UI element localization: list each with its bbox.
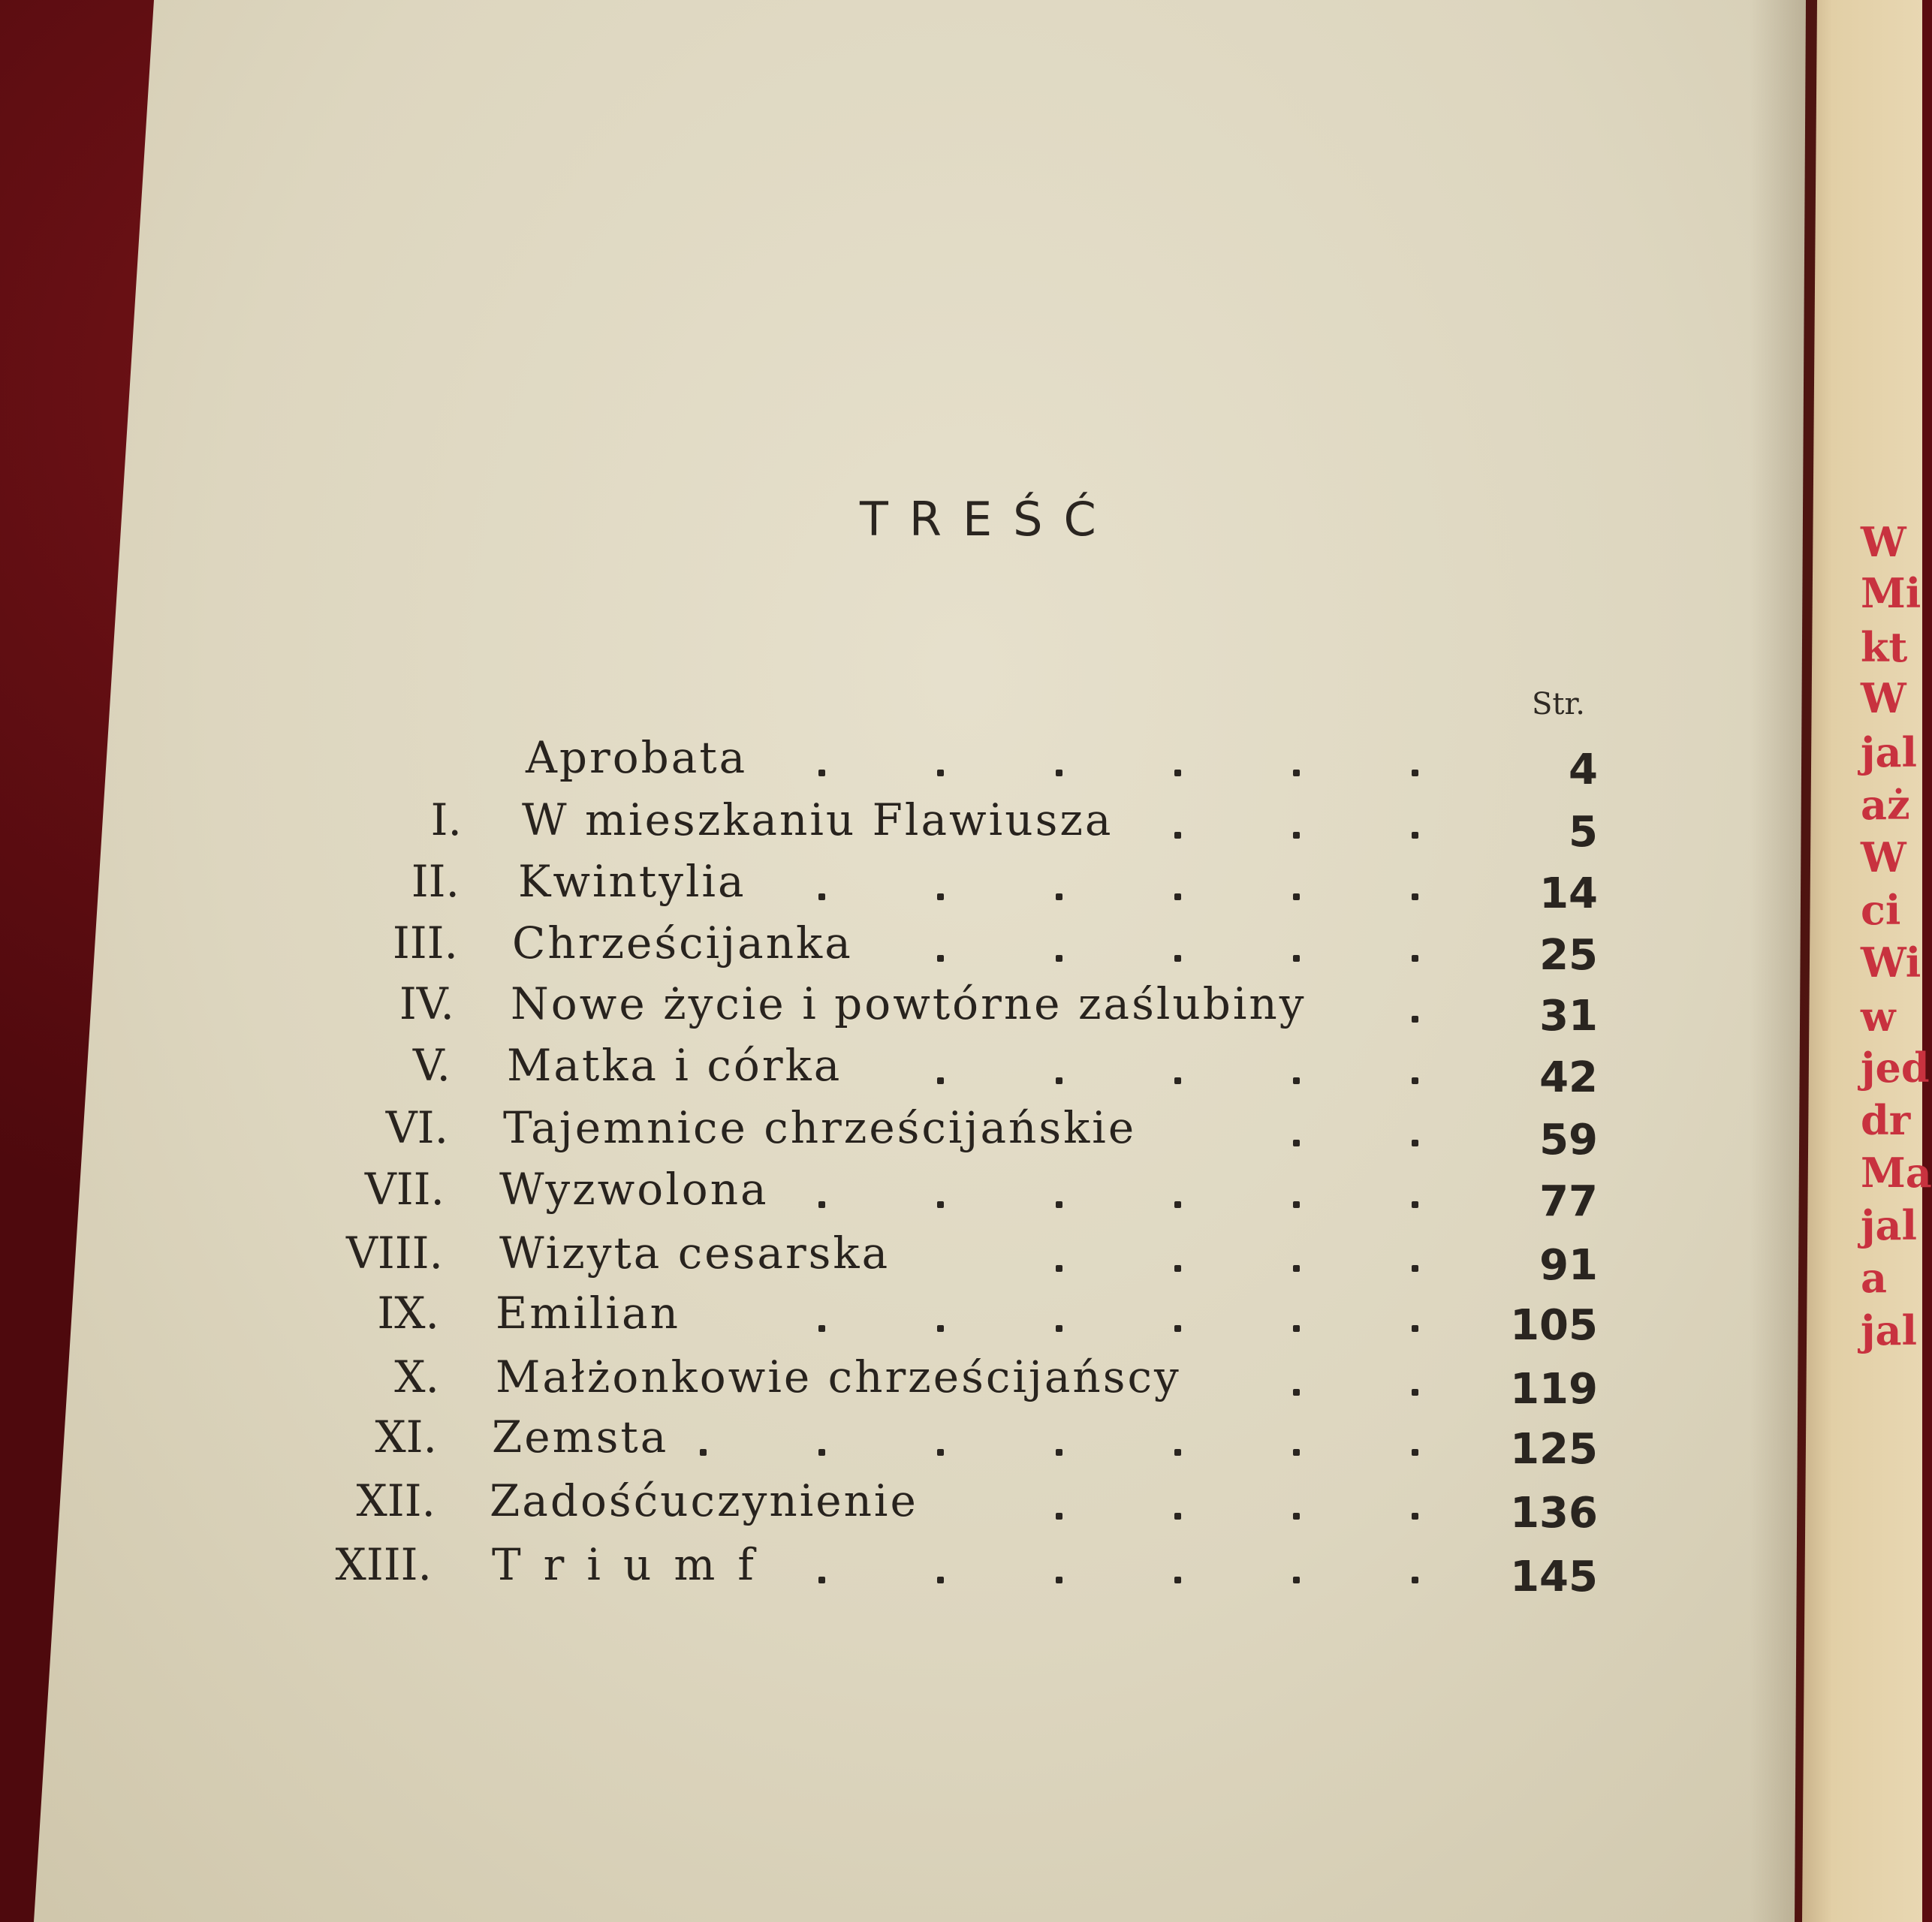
leader-dot [1293, 1513, 1300, 1520]
leader-dot [1293, 893, 1300, 900]
leader-dot [1412, 893, 1418, 900]
toc-chapter-title: Tajemnice chrześcijańskie [503, 1102, 1137, 1153]
leader-dot [937, 893, 944, 900]
leader-dot [937, 770, 944, 776]
leader-dot [1293, 1325, 1300, 1332]
leader-dot [1056, 1077, 1062, 1084]
leader-dot [818, 1449, 825, 1456]
leader-dot [1056, 955, 1062, 962]
leader-dot [1293, 1077, 1300, 1084]
leader-dot [1174, 893, 1181, 900]
leader-dot [1174, 1325, 1181, 1332]
leader-dot [1412, 1513, 1418, 1520]
right-page-red-text: W [1861, 518, 1906, 566]
right-page-red-text: a [1861, 1254, 1887, 1302]
toc-chapter-number: VIII. [345, 1228, 443, 1279]
leader-dot [1174, 1449, 1181, 1456]
toc-page-number: 59 [1539, 1116, 1598, 1164]
toc-chapter-number: II. [411, 856, 460, 907]
leader-dot [1412, 1077, 1418, 1084]
toc-page-number: 14 [1539, 869, 1598, 918]
page-title: TREŚĆ [860, 492, 1117, 547]
pages-header: Str. [1532, 687, 1585, 722]
toc-page-number: 136 [1510, 1489, 1598, 1538]
leader-dot [1056, 770, 1062, 776]
toc-page-number: 145 [1510, 1553, 1598, 1601]
leader-dot [1412, 1325, 1418, 1332]
right-page-red-text: dr [1861, 1096, 1911, 1144]
right-page-red-text: Mi [1861, 569, 1921, 617]
leader-dot [1412, 770, 1418, 776]
leader-dot [1412, 832, 1418, 839]
toc-chapter-number: IX. [377, 1288, 439, 1339]
toc-chapter-number: VII. [364, 1164, 445, 1215]
toc-chapter-number: XII. [356, 1475, 436, 1526]
toc-page-number: 77 [1539, 1177, 1598, 1226]
leader-dot [1174, 1201, 1181, 1208]
right-page-red-text: W [1861, 833, 1906, 881]
right-page-red-text: Wi [1861, 938, 1921, 987]
leader-dot [1412, 1140, 1418, 1146]
leader-dot [1412, 1577, 1418, 1583]
leader-dot [1293, 955, 1300, 962]
toc-page-number: 91 [1539, 1241, 1598, 1290]
leader-dot [818, 893, 825, 900]
leader-dot [1293, 1577, 1300, 1583]
leader-dot [1174, 770, 1181, 776]
toc-chapter-number: XIII. [335, 1539, 432, 1590]
toc-page-number: 5 [1569, 808, 1598, 857]
toc-page-number: 125 [1510, 1425, 1598, 1474]
toc-chapter-title: Matka i córka [507, 1040, 842, 1091]
toc-chapter-title: Triumf [492, 1539, 776, 1590]
right-page-red-text: jal [1861, 728, 1918, 776]
leader-dot [1056, 1325, 1062, 1332]
leader-dot [700, 1449, 707, 1456]
toc-page-number: 42 [1539, 1053, 1598, 1102]
right-page-red-text: jal [1861, 1201, 1918, 1249]
right-page-red-text: ci [1861, 886, 1901, 934]
toc-chapter-title: Nowe życie i powtórne zaślubiny [511, 978, 1307, 1029]
leader-dot [1293, 770, 1300, 776]
leader-dot [937, 1201, 944, 1208]
leader-dot [937, 1077, 944, 1084]
leader-dot [1174, 1513, 1181, 1520]
right-page-red-text: W [1861, 674, 1906, 722]
leader-dot [818, 1201, 825, 1208]
leader-dot [1412, 1016, 1418, 1023]
leader-dot [1056, 893, 1062, 900]
leader-dot [1293, 1449, 1300, 1456]
toc-page-number: 31 [1539, 992, 1598, 1041]
leader-dot [1056, 1577, 1062, 1583]
leader-dot [818, 1325, 825, 1332]
leader-dot [937, 955, 944, 962]
leader-dot [1412, 1389, 1418, 1396]
toc-chapter-title: Małżonkowie chrześcijańscy [496, 1351, 1181, 1402]
toc-chapter-title: Aprobata [526, 732, 748, 783]
toc-chapter-title: Wyzwolona [499, 1164, 769, 1215]
leader-dot [818, 770, 825, 776]
leader-dot [1174, 955, 1181, 962]
leader-dot [1412, 1201, 1418, 1208]
toc-chapter-number: XI. [375, 1411, 437, 1463]
leader-dot [937, 1325, 944, 1332]
leader-dot [1056, 1449, 1062, 1456]
leader-dot [1174, 1265, 1181, 1272]
leader-dot [1293, 1201, 1300, 1208]
toc-chapter-number: I. [430, 794, 462, 845]
leader-dot [1056, 1201, 1062, 1208]
toc-chapter-number: III. [392, 917, 458, 969]
right-page-red-text: aż [1861, 781, 1910, 829]
leader-dot [818, 1577, 825, 1583]
leader-dot [937, 1577, 944, 1583]
toc-chapter-title: Chrześcijanka [512, 917, 853, 969]
leader-dot [1293, 1140, 1300, 1146]
leader-dot [1412, 955, 1418, 962]
leader-dot [1412, 1265, 1418, 1272]
toc-chapter-title: W mieszkaniu Flawiusza [522, 794, 1114, 845]
toc-page-number: 119 [1510, 1365, 1598, 1414]
leader-dot [1174, 1577, 1181, 1583]
toc-page-number: 4 [1569, 746, 1598, 794]
right-page-red-text: kt [1861, 623, 1908, 671]
right-page-red-text: w [1861, 993, 1896, 1041]
toc-chapter-number: IV. [399, 978, 454, 1029]
right-page-red-text: jed [1861, 1044, 1930, 1092]
leader-dot [1174, 832, 1181, 839]
toc-chapter-number: VI. [385, 1102, 448, 1153]
leader-dot [1293, 832, 1300, 839]
leader-dot [1056, 1265, 1062, 1272]
toc-chapter-title: Zadośćuczynienie [490, 1475, 918, 1526]
right-page-red-text: Ma [1861, 1149, 1932, 1197]
toc-chapter-title: Wizyta cesarska [499, 1228, 891, 1279]
toc-chapter-number: X. [394, 1351, 439, 1402]
toc-page-number: 105 [1510, 1301, 1598, 1350]
toc-page-number: 25 [1539, 931, 1598, 980]
toc-chapter-number: V. [412, 1040, 451, 1091]
toc-chapter-title: Kwintylia [518, 856, 746, 907]
leader-dot [1412, 1449, 1418, 1456]
leader-dot [1293, 1389, 1300, 1396]
right-page-red-text: jal [1861, 1306, 1918, 1354]
leader-dot [1056, 1513, 1062, 1520]
toc-chapter-title: Emilian [496, 1288, 680, 1339]
leader-dot [1293, 1265, 1300, 1272]
leader-dot [1174, 1077, 1181, 1084]
toc-chapter-title: Zemsta [492, 1411, 669, 1463]
leader-dot [937, 1449, 944, 1456]
